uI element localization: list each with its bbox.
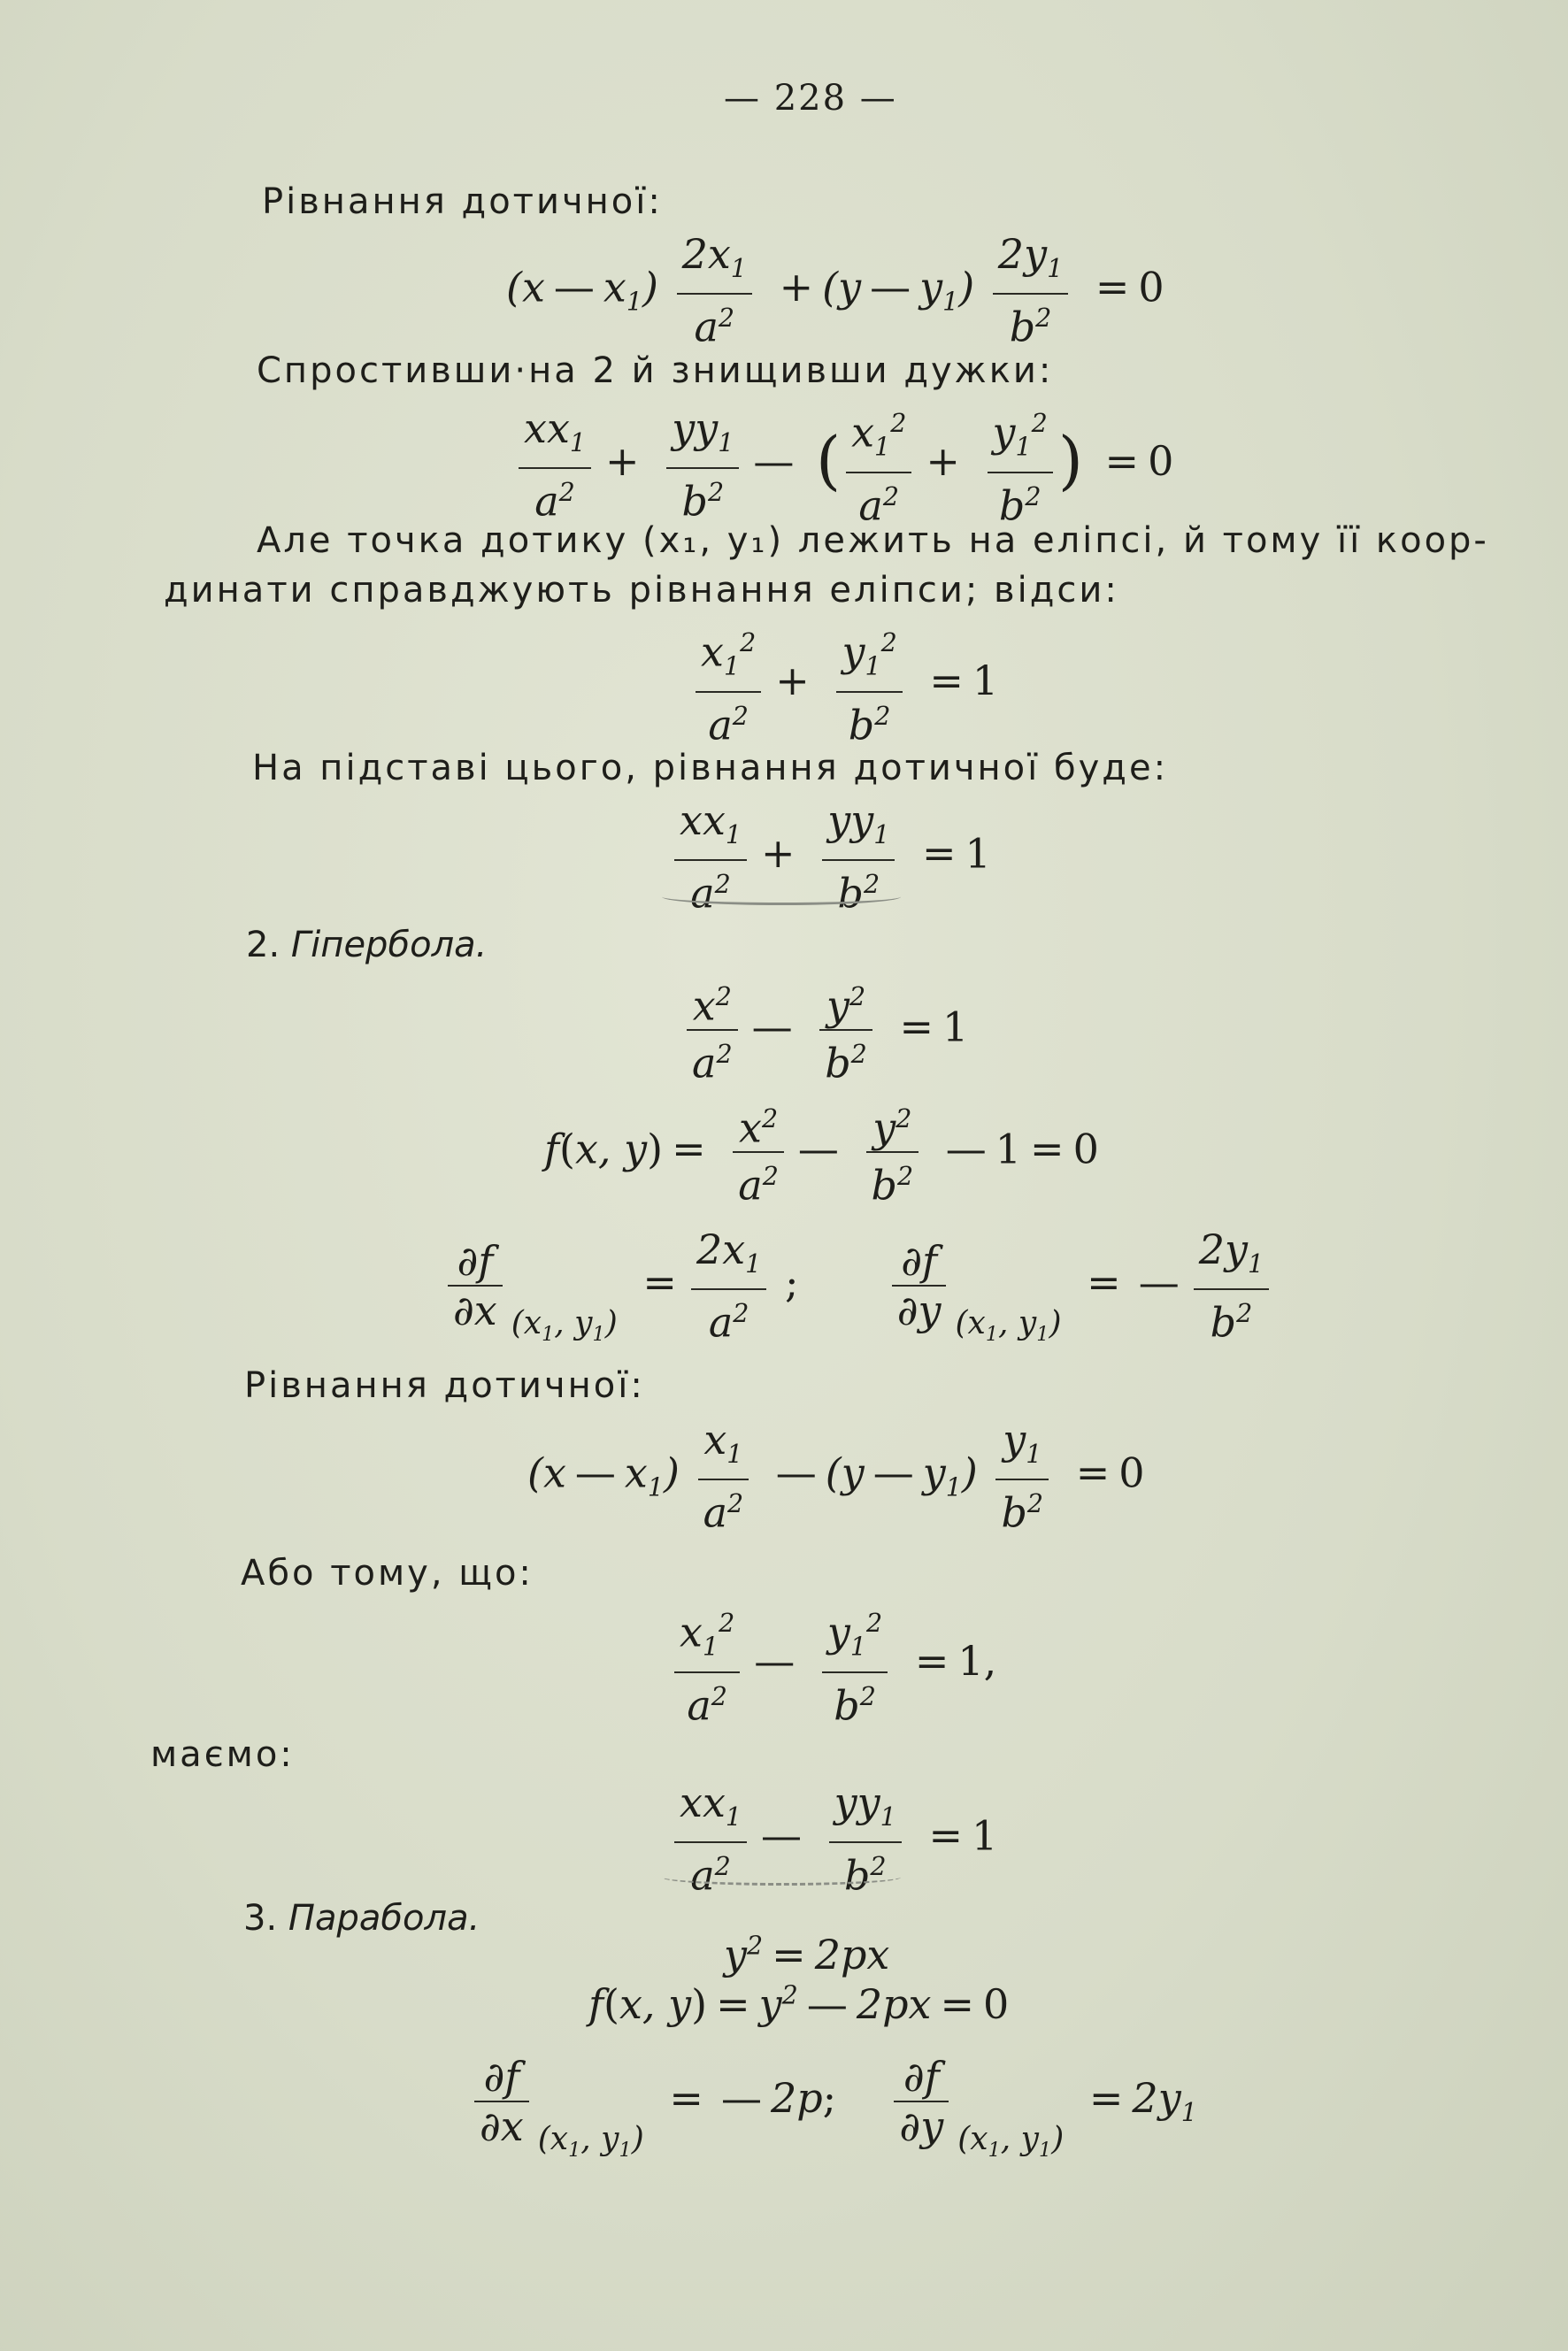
paragraph-based: На підставі цього, рівнання дотичної буде:: [252, 748, 1169, 788]
paragraph-point-line2: динати справджують рівнання еліпси; відси:: [164, 570, 1119, 611]
equation-hyperbola-tangent-general: (x — $x_1$) $\frac{x_1}{a^2}$ — (y — $y_1$) $\frac{y_1}{b^2}$ = 0: [527, 1416, 1145, 1537]
pencil-underline-1: [662, 888, 901, 905]
equation-parabola: $y^2 = 2px$: [724, 1931, 890, 1978]
equation-parabola-partials: $\frac{\partial f}{\partial x}$ ($x_1$, $y_1$) = — 2p; $\frac{\partial f}{\partial y}$ ($x_1$, $y_1) = 2y_1$: [469, 2053, 1197, 2162]
section-parabola-title: Парабола.: [288, 1898, 480, 1939]
paragraph-because: Або тому, що:: [241, 1553, 534, 1594]
equation-hyperbola-tangent: $\frac{xx_1}{a^2}$ — $\frac{yy_1}{b^2}$ = 1: [669, 1779, 997, 1900]
paragraph-tangent-heading-2: Рівнання дотичної:: [244, 1365, 645, 1406]
equation-parabola-function: f(x, $y) = y^2$ — 2px = 0: [588, 1980, 1010, 2028]
equation-hyperbola-point: $\frac{x_1^2}{a^2}$ — $\frac{y_1^2}{b^2}$ = 1,: [669, 1600, 996, 1729]
section-parabola-heading: [243, 1898, 480, 1939]
equation-hyperbola: $\frac{x^2}{a^2}$ — $\frac{y^2}{b^2}$ = 1: [681, 973, 968, 1087]
pencil-underline-2: [662, 1869, 901, 1886]
section-parabola-number: 3.: [243, 1898, 278, 1939]
paragraph-point-line1: Але точка дотику (x₁, y₁) лежить на еліпсі, й тому її коор-: [257, 520, 1489, 561]
equation-hyperbola-function: f(x, y) = $\frac{x^2}{a^2}$ — $\frac{y^2}{b^2}$ — 1 = 0: [544, 1095, 1099, 1210]
section-hyperbola-heading: [246, 925, 487, 965]
equation-tangent-general: (x — $x_1$) $\frac{2x_1}{a^2}$ + (y — $y_1$) $\frac{2y_1}{b^2}$ = 0: [506, 230, 1164, 351]
paragraph-we-have: маємо:: [150, 1734, 295, 1775]
section-hyperbola-title: Гіпербола.: [290, 925, 488, 965]
section-hyperbola-number: 2.: [246, 925, 281, 965]
paragraph-tangent-heading-1: Рівнання дотичної:: [262, 181, 663, 222]
paragraph-simplify: Спростивши·на 2 й знищивши дужки:: [257, 350, 1054, 391]
page-number: — 228 —: [724, 78, 897, 119]
equation-ellipse-tangent: $\frac{xx_1}{a^2}$ + $\frac{yy_1}{b^2}$ = 1: [669, 796, 991, 918]
equation-hyperbola-partials: $\frac{\partial f}{\partial x}$ ($x_1$, $y_1$) = $\frac{2x_1}{a^2}$ ; $\frac{\partial f}{\partial y}$ ($x_1$, $y_1$) = — $\frac{2y_1}{b^2}$: [442, 1225, 1274, 1347]
equation-expanded: $\frac{xx_1}{a^2}$ + $\frac{yy_1}{b^2}$ — ( $\frac{x_1^2}{a^2}$ + $\frac{y_1^2}{b^2}$ ) = 0: [513, 400, 1173, 529]
equation-ellipse-point: $\frac{x_1^2}{a^2}$ + $\frac{y_1^2}{b^2}$ = 1: [690, 619, 998, 749]
